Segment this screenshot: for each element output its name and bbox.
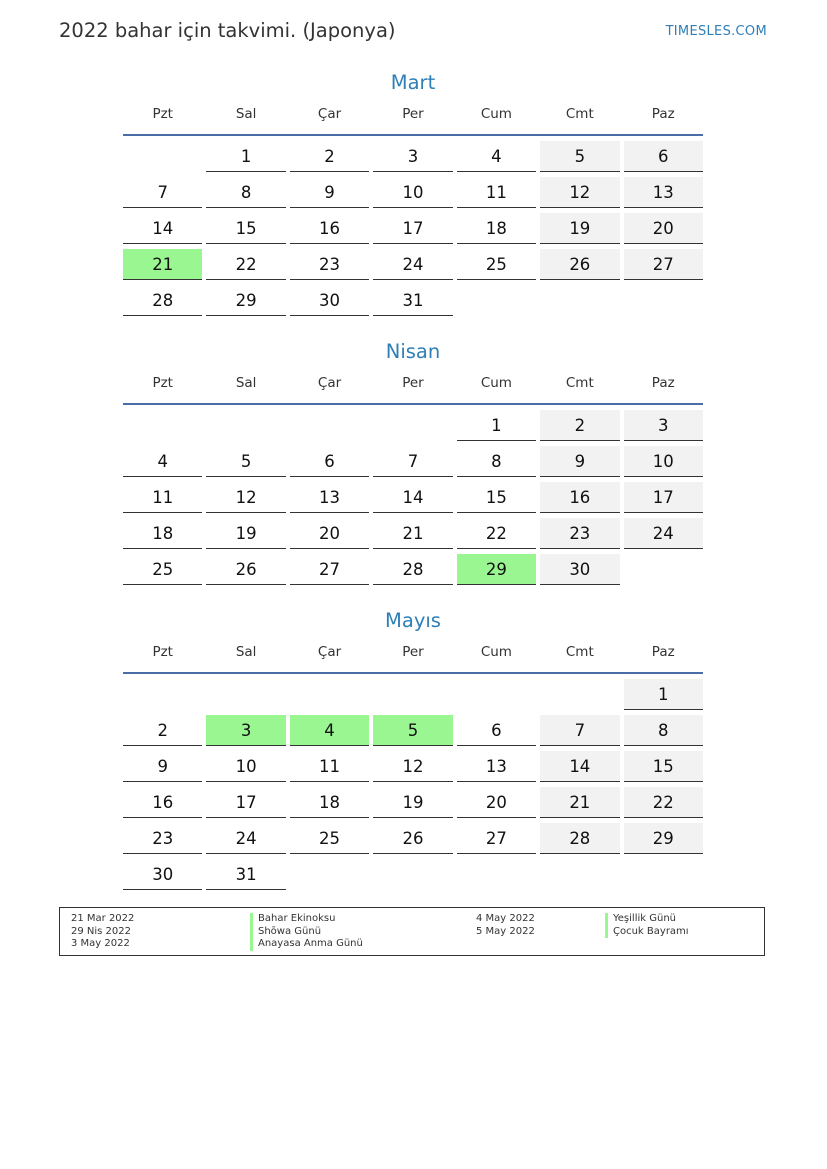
day-cell: 30 (290, 285, 369, 316)
site-link[interactable]: TIMESLES.COM (665, 24, 767, 39)
day-cell: 31 (206, 859, 285, 890)
day-cell: 4 (457, 141, 536, 172)
holiday-date: 21 Mar 2022 (71, 913, 135, 924)
day-cell: 10 (373, 177, 452, 208)
week-row (121, 751, 705, 787)
day-cell: 11 (457, 177, 536, 208)
day-cell: 13 (624, 177, 703, 208)
day-cell: 12 (206, 482, 285, 513)
day-cell: 24 (373, 249, 452, 280)
day-cell: 1 (457, 410, 536, 441)
day-cell: 23 (540, 518, 619, 549)
weekday-label: Pzt (152, 375, 173, 391)
day-cell: 9 (123, 751, 202, 782)
holiday-name: Anayasa Anma Günü (250, 938, 363, 951)
day-cell: 2 (540, 410, 619, 441)
day-cell: 8 (624, 715, 703, 746)
day-cell: 6 (290, 446, 369, 477)
weekday-label: Çar (317, 375, 342, 391)
week-row (121, 482, 705, 518)
day-cell: 3 (206, 715, 285, 746)
empty-cell (540, 679, 619, 710)
day-cell: 18 (290, 787, 369, 818)
week-row (121, 249, 705, 285)
holiday-name: Yeşillik Günü (605, 913, 676, 926)
day-cell: 16 (123, 787, 202, 818)
day-cell: 3 (373, 141, 452, 172)
week-row (121, 823, 705, 859)
empty-cell (624, 285, 703, 316)
day-cell: 27 (624, 249, 703, 280)
day-cell: 5 (206, 446, 285, 477)
holiday-date: 4 May 2022 (476, 913, 535, 924)
empty-cell (123, 679, 202, 710)
day-cell: 23 (123, 823, 202, 854)
holiday-date: 29 Nis 2022 (71, 925, 131, 937)
day-cell: 27 (290, 554, 369, 585)
empty-cell (457, 859, 536, 890)
empty-cell (457, 285, 536, 316)
day-cell: 22 (624, 787, 703, 818)
day-cell: 22 (457, 518, 536, 549)
day-cell: 16 (540, 482, 619, 513)
week-row (121, 213, 705, 249)
day-cell: 17 (206, 787, 285, 818)
empty-cell (123, 410, 202, 441)
day-cell: 25 (457, 249, 536, 280)
weekday-header (121, 373, 705, 393)
holiday-date: 3 May 2022 (71, 938, 130, 949)
week-row (121, 177, 705, 213)
day-cell: 21 (540, 787, 619, 818)
weekday-label: Sal (235, 106, 257, 122)
day-cell: 13 (290, 482, 369, 513)
day-cell: 14 (373, 482, 452, 513)
week-row (121, 715, 705, 751)
weekday-label: Cmt (565, 375, 594, 391)
day-cell: 31 (373, 285, 452, 316)
day-cell: 14 (123, 213, 202, 244)
weekday-label: Cum (480, 644, 512, 660)
day-cell: 28 (373, 554, 452, 585)
day-cell: 16 (290, 213, 369, 244)
day-cell: 24 (206, 823, 285, 854)
weekday-label: Paz (651, 644, 675, 660)
day-cell: 29 (206, 285, 285, 316)
month-name: Nisan (385, 340, 441, 363)
weekday-label: Sal (235, 375, 257, 391)
day-cell: 24 (624, 518, 703, 549)
day-cell: 9 (290, 177, 369, 208)
day-cell: 2 (290, 141, 369, 172)
holiday-name: Shōwa Günü (250, 926, 321, 939)
month-0 (121, 70, 705, 321)
empty-cell (206, 679, 285, 710)
day-cell: 28 (123, 285, 202, 316)
weekday-label: Paz (651, 106, 675, 122)
day-cell: 6 (624, 141, 703, 172)
weekday-label: Paz (651, 375, 675, 391)
day-cell: 1 (624, 679, 703, 710)
empty-cell (290, 679, 369, 710)
day-cell: 3 (624, 410, 703, 441)
day-cell: 14 (540, 751, 619, 782)
day-cell: 17 (373, 213, 452, 244)
day-cell: 5 (540, 141, 619, 172)
empty-cell (373, 679, 452, 710)
weekday-label: Cmt (565, 106, 594, 122)
day-cell: 19 (540, 213, 619, 244)
holiday-date: 5 May 2022 (476, 925, 535, 937)
day-cell: 19 (206, 518, 285, 549)
weekday-label: Per (402, 644, 424, 660)
day-cell: 15 (624, 751, 703, 782)
day-cell: 1 (206, 141, 285, 172)
day-cell: 28 (540, 823, 619, 854)
holiday-name: Çocuk Bayramı (605, 926, 689, 939)
day-cell: 29 (457, 554, 536, 585)
day-cell: 26 (540, 249, 619, 280)
weekday-header (121, 104, 705, 124)
day-cell: 18 (457, 213, 536, 244)
day-cell: 20 (290, 518, 369, 549)
day-cell: 29 (624, 823, 703, 854)
day-cell: 12 (373, 751, 452, 782)
day-cell: 8 (457, 446, 536, 477)
day-cell: 19 (373, 787, 452, 818)
day-cell: 30 (123, 859, 202, 890)
day-cell: 9 (540, 446, 619, 477)
week-row (121, 518, 705, 554)
day-cell: 17 (624, 482, 703, 513)
empty-cell (123, 141, 202, 172)
empty-cell (290, 859, 369, 890)
day-cell: 10 (206, 751, 285, 782)
day-cell: 12 (540, 177, 619, 208)
week-row (121, 285, 705, 321)
day-cell: 4 (290, 715, 369, 746)
day-cell: 11 (123, 482, 202, 513)
day-cell: 26 (206, 554, 285, 585)
holiday-legend (59, 907, 765, 956)
weekday-label: Çar (317, 644, 342, 660)
month-name: Mart (390, 71, 436, 94)
day-cell: 2 (123, 715, 202, 746)
empty-cell (206, 410, 285, 441)
empty-cell (373, 859, 452, 890)
day-cell: 11 (290, 751, 369, 782)
day-cell: 4 (123, 446, 202, 477)
day-cell: 7 (540, 715, 619, 746)
weekday-label: Cum (480, 375, 512, 391)
day-cell: 22 (206, 249, 285, 280)
week-row (121, 410, 705, 446)
month-name: Mayıs (385, 609, 441, 632)
empty-cell (540, 285, 619, 316)
empty-cell (624, 554, 703, 585)
day-cell: 20 (457, 787, 536, 818)
week-row (121, 554, 705, 590)
day-cell: 7 (373, 446, 452, 477)
week-row (121, 787, 705, 823)
header-divider (123, 134, 703, 136)
weekday-header (121, 642, 705, 662)
day-cell: 21 (123, 249, 202, 280)
empty-cell (457, 679, 536, 710)
day-cell: 6 (457, 715, 536, 746)
week-row (121, 446, 705, 482)
weekday-label: Sal (235, 644, 257, 660)
day-cell: 25 (290, 823, 369, 854)
day-cell: 26 (373, 823, 452, 854)
day-cell: 25 (123, 554, 202, 585)
day-cell: 5 (373, 715, 452, 746)
weekday-label: Pzt (152, 644, 173, 660)
day-cell: 27 (457, 823, 536, 854)
day-cell: 23 (290, 249, 369, 280)
week-row (121, 859, 705, 895)
day-cell: 21 (373, 518, 452, 549)
week-row (121, 141, 705, 177)
page-title: 2022 bahar için takvimi. (Japonya) (59, 19, 396, 42)
day-cell: 18 (123, 518, 202, 549)
empty-cell (624, 859, 703, 890)
day-cell: 13 (457, 751, 536, 782)
weekday-label: Cum (480, 106, 512, 122)
day-cell: 30 (540, 554, 619, 585)
weekday-label: Per (402, 375, 424, 391)
day-cell: 20 (624, 213, 703, 244)
week-row (121, 679, 705, 715)
weekday-label: Pzt (152, 106, 173, 122)
day-cell: 8 (206, 177, 285, 208)
empty-cell (290, 410, 369, 441)
header-divider (123, 672, 703, 674)
day-cell: 15 (457, 482, 536, 513)
weekday-label: Çar (317, 106, 342, 122)
empty-cell (540, 859, 619, 890)
day-cell: 7 (123, 177, 202, 208)
day-cell: 10 (624, 446, 703, 477)
empty-cell (373, 410, 452, 441)
header-divider (123, 403, 703, 405)
holiday-name: Bahar Ekinoksu (250, 913, 335, 926)
day-cell: 15 (206, 213, 285, 244)
weekday-label: Per (402, 106, 424, 122)
month-1 (121, 339, 705, 590)
month-2 (121, 608, 705, 895)
weekday-label: Cmt (565, 644, 594, 660)
